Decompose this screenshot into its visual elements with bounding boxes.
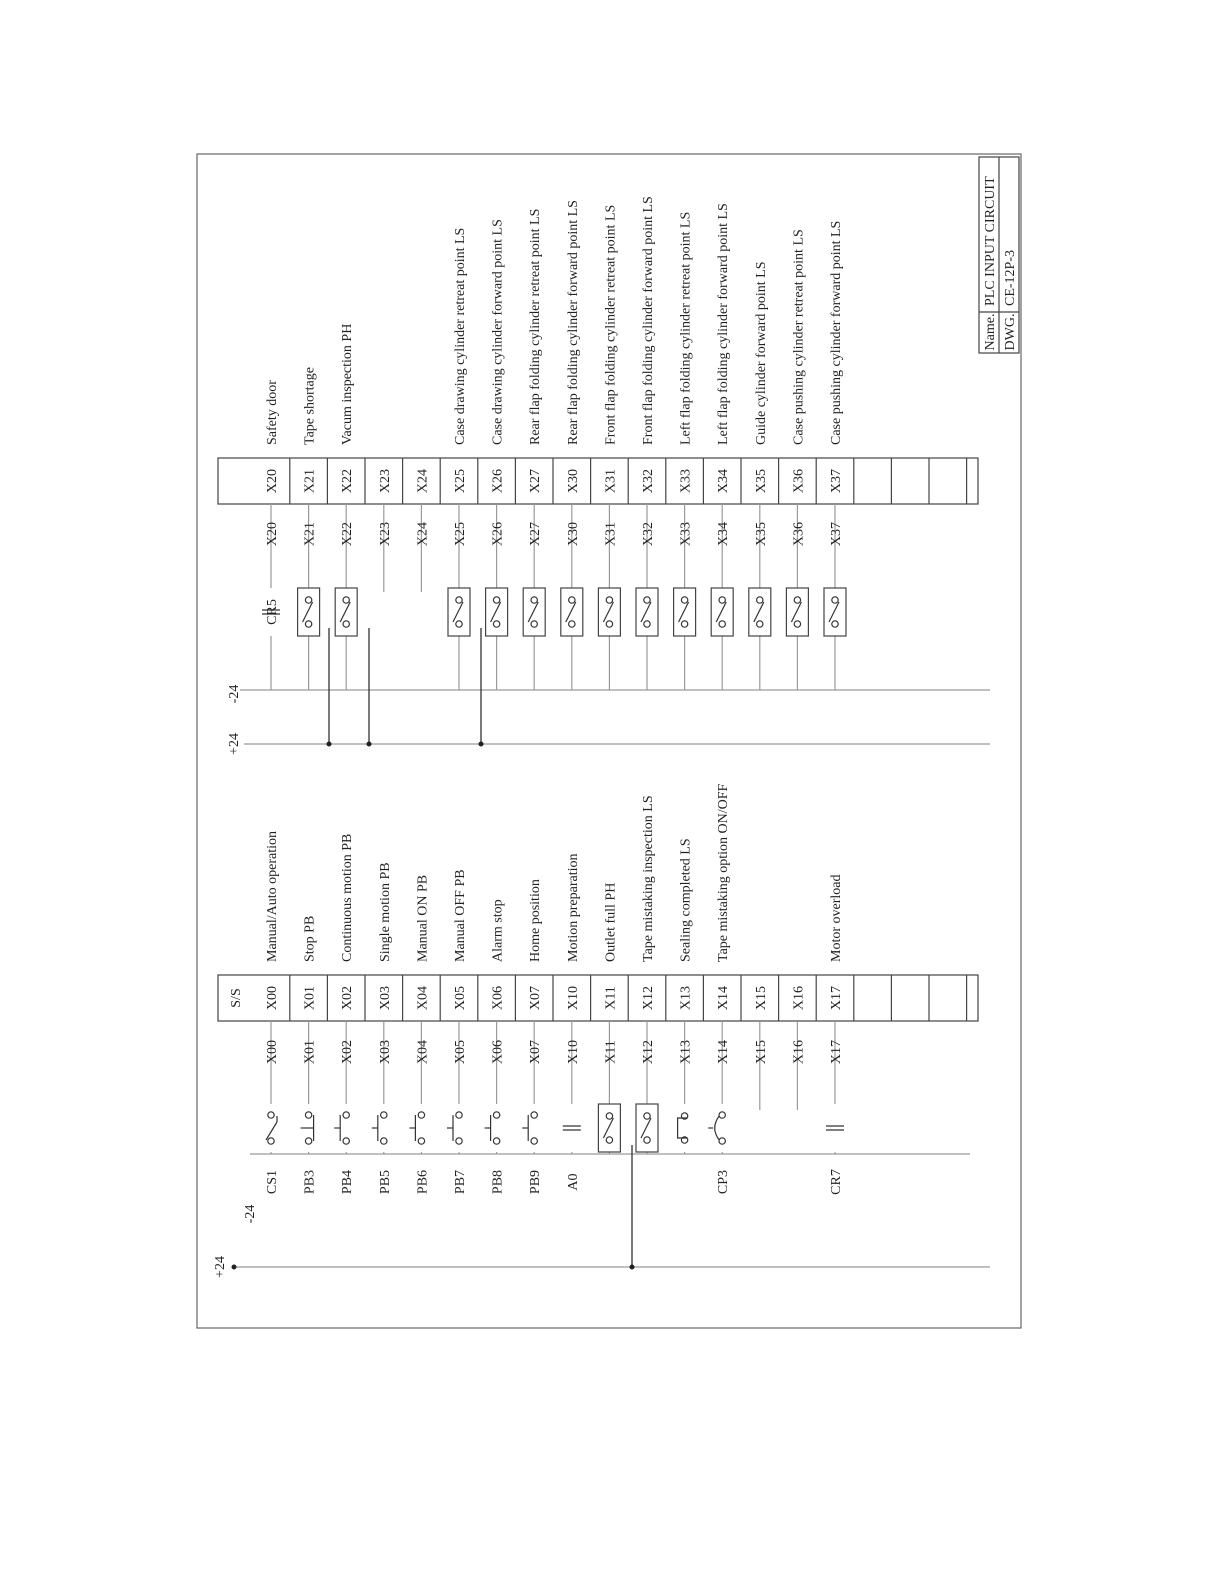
right-row-x20 — [262, 380, 290, 690]
left-device-x10-contact — [563, 1126, 581, 1130]
right-wire-label-x34: X34 — [716, 521, 732, 547]
left-device-label-x10: A0 — [565, 1173, 581, 1191]
left-input-rows — [263, 783, 967, 1269]
left-minus24-label: -24 — [243, 1204, 258, 1224]
left-device-x01-nc — [301, 1108, 317, 1148]
right-desc-x20: Safety door — [265, 380, 280, 445]
left-wire-label-x16: X16 — [791, 1039, 807, 1065]
right-device-x31-sensor — [598, 588, 620, 636]
left-row-x15 — [754, 975, 779, 1110]
left-row-x02 — [334, 834, 365, 1194]
title-block — [979, 157, 1019, 353]
left-terminal-x02: X02 — [340, 985, 356, 1011]
right-device-x33-sensor — [674, 588, 696, 636]
left-device-x13-limit — [677, 1108, 693, 1148]
left-wire-label-x01: X01 — [302, 1039, 318, 1065]
left-terminal-x04: X04 — [415, 985, 431, 1011]
left-desc-x17: Motor overload — [829, 874, 844, 962]
right-row-x32 — [636, 196, 666, 690]
left-device-x12-sensor — [636, 1104, 658, 1152]
right-row-x26 — [486, 219, 516, 690]
left-wire-label-x04: X04 — [415, 1039, 431, 1065]
right-wire-label-x33: X33 — [678, 521, 694, 547]
right-device-x26-sensor — [486, 588, 508, 636]
left-terminal-x16: X16 — [791, 985, 807, 1011]
right-device-x37-sensor — [824, 588, 846, 636]
right-row-x27 — [523, 209, 553, 690]
left-device-label-x02: PB4 — [340, 1169, 356, 1195]
right-wire-label-x24: X24 — [415, 521, 431, 547]
right-wire-label-x22: X22 — [340, 521, 356, 547]
right-terminal-x26: X26 — [490, 468, 506, 494]
left-wire-label-x15: X15 — [753, 1039, 769, 1065]
right-wire-label-x26: X26 — [490, 521, 506, 547]
right-device-x21-sensor — [298, 588, 320, 636]
left-desc-x07: Home position — [528, 879, 544, 962]
right-wire-label-x36: X36 — [791, 521, 807, 547]
right-desc-x27: Rear flap folding cylinder retreat point LS — [528, 208, 544, 445]
left-terminal-x06: X06 — [490, 985, 506, 1011]
left-terminal-x03: X03 — [377, 985, 393, 1011]
right-terminal-x35: X35 — [753, 468, 769, 494]
left-wire-label-x06: X06 — [490, 1039, 506, 1065]
right-terminal-x30: X30 — [565, 468, 581, 494]
left-device-x04-no — [409, 1108, 429, 1148]
left-desc-x00: Manual/Auto operation — [265, 830, 280, 962]
left-device-x03-no — [372, 1108, 392, 1148]
right-row-x36 — [786, 229, 816, 690]
left-device-label-x14: CP3 — [716, 1169, 732, 1195]
title-dwg-label: DWG. — [1003, 313, 1018, 351]
left-terminal-x12: X12 — [641, 985, 656, 1011]
left-wire-label-x03: X03 — [377, 1039, 393, 1065]
right-wire-label-x20: X20 — [265, 521, 280, 547]
right-terminal-x33: X33 — [678, 468, 694, 494]
right-terminal-x20: X20 — [265, 468, 280, 494]
right-terminal-x31: X31 — [603, 468, 619, 494]
right-wire-label-x25: X25 — [453, 521, 468, 547]
right-desc-x36: Case pushing cylinder retreat point LS — [791, 229, 807, 445]
right-terminal-x36: X36 — [791, 468, 807, 494]
left-desc-x05: Manual OFF PB — [453, 869, 468, 962]
left-wire-label-x07: X07 — [528, 1039, 544, 1065]
right-desc-x22: Vacum inspection PH — [340, 323, 356, 445]
right-wire-label-x32: X32 — [641, 521, 656, 547]
left-row-x13 — [677, 838, 704, 1154]
left-row-x10 — [563, 854, 591, 1191]
left-row-x16 — [791, 975, 816, 1110]
right-terminal-x27: X27 — [528, 468, 544, 494]
right-terminal-x23: X23 — [377, 468, 393, 494]
right-device-x27-sensor — [523, 588, 545, 636]
left-desc-x14: Tape mistaking option ON/OFF — [716, 783, 732, 962]
left-terminal-x17: X17 — [829, 985, 844, 1011]
left-wire-label-x02: X02 — [340, 1039, 356, 1065]
left-device-label-x03: PB5 — [377, 1169, 393, 1195]
right-device-x30-sensor — [561, 588, 583, 636]
right-desc-x32: Front flap folding cylinder forward point LS — [641, 196, 656, 445]
right-desc-x31: Front flap folding cylinder retreat point LS — [603, 204, 619, 445]
right-desc-x30: Rear flap folding cylinder forward point LS — [565, 200, 581, 445]
right-row-x31 — [598, 205, 628, 690]
left-device-label-x05: PB7 — [453, 1169, 468, 1195]
left-desc-x10: Motion preparation — [565, 853, 581, 962]
right-desc-x25: Case drawing cylinder retreat point LS — [453, 227, 468, 445]
left-desc-x11: Outlet full PH — [603, 882, 619, 962]
left-row-x06 — [485, 899, 516, 1194]
right-row-x24 — [415, 458, 440, 592]
left-desc-x02: Continuous motion PB — [340, 833, 356, 962]
right-terminal-x34: X34 — [716, 468, 732, 494]
left-device-label-x04: PB6 — [415, 1169, 431, 1195]
power-rails — [213, 685, 990, 1278]
right-minus24-label: -24 — [227, 684, 242, 704]
right-row-x25 — [448, 228, 478, 690]
title-dwg-value: CE-12P-3 — [1003, 250, 1018, 306]
left-desc-x04: Manual ON PB — [415, 874, 431, 962]
left-terminal-x10: X10 — [565, 985, 581, 1011]
right-wire-label-x30: X30 — [565, 521, 581, 547]
left-terminal-strip — [218, 975, 978, 1021]
left-wire-label-x10: X10 — [565, 1039, 581, 1065]
left-row-x07 — [522, 879, 553, 1194]
right-wire-label-x37: X37 — [829, 521, 844, 547]
right-wire-label-x31: X31 — [603, 521, 619, 547]
left-terminal-x15: X15 — [753, 985, 769, 1011]
right-wire-label-x21: X21 — [302, 521, 318, 547]
right-terminal-strip — [218, 458, 978, 504]
left-row-x00 — [263, 831, 290, 1194]
left-row-x11 — [598, 883, 628, 1154]
left-wire-label-x11: X11 — [603, 1040, 619, 1064]
left-wire-label-x00: X00 — [265, 1039, 280, 1065]
right-wire-label-x27: X27 — [528, 521, 544, 547]
left-terminal-x11: X11 — [603, 986, 619, 1010]
left-device-x11-sensor — [598, 1104, 620, 1152]
right-device-x34-sensor — [711, 588, 733, 636]
left-device-label-x06: PB8 — [490, 1169, 506, 1195]
right-row-x30 — [561, 200, 591, 690]
right-terminal-x24: X24 — [415, 468, 431, 494]
left-device-x07-no — [522, 1108, 542, 1148]
right-device-x22-sensor — [335, 588, 357, 636]
right-desc-x37: Case pushing cylinder forward point LS — [829, 220, 844, 445]
left-wire-label-x12: X12 — [641, 1039, 656, 1065]
left-device-x00-selector — [263, 1108, 279, 1148]
right-device-x36-sensor — [786, 588, 808, 636]
left-terminal-x00: X00 — [265, 985, 280, 1011]
right-input-rows — [262, 196, 967, 746]
left-device-label-x01: PB3 — [302, 1169, 318, 1195]
right-plus24-label: +24 — [227, 733, 242, 755]
left-device-x05-no — [447, 1108, 467, 1148]
left-plus24-label: +24 — [213, 1256, 228, 1278]
left-desc-x13: Sealing completed LS — [678, 838, 694, 962]
right-device-x32-sensor — [636, 588, 658, 636]
right-terminal-x32: X32 — [641, 468, 656, 494]
right-wire-label-x23: X23 — [377, 521, 393, 547]
right-desc-x34: Left flap folding cylinder forward point LS — [716, 203, 732, 445]
left-device-label-x17: CR7 — [829, 1169, 844, 1195]
left-row-x14 — [708, 783, 741, 1194]
right-row-x22 — [335, 324, 365, 690]
right-desc-x21: Tape shortage — [302, 367, 318, 445]
left-device-x17-contact — [826, 1126, 844, 1130]
left-terminal-x01: X01 — [302, 985, 318, 1011]
right-row-x23 — [378, 458, 403, 592]
right-row-x21 — [298, 367, 328, 690]
right-terminal-x22: X22 — [340, 468, 356, 494]
right-terminal-x37: X37 — [829, 468, 844, 494]
right-device-x35-sensor — [749, 588, 771, 636]
left-row-x17 — [826, 875, 854, 1195]
right-row-x35 — [749, 261, 779, 690]
left-desc-x06: Alarm stop — [490, 899, 506, 962]
right-row-x34 — [711, 203, 741, 690]
right-terminal-x25: X25 — [453, 468, 468, 494]
left-terminal-x07: X07 — [528, 985, 544, 1011]
right-row-x33 — [674, 212, 704, 690]
left-wire-label-x17: X17 — [829, 1039, 844, 1065]
left-row-x04 — [409, 875, 440, 1194]
title-name-label: Name. — [983, 313, 998, 351]
left-device-x06-no — [485, 1108, 505, 1148]
left-desc-x01: Stop PB — [302, 915, 318, 962]
left-device-label-x07: PB9 — [528, 1169, 544, 1195]
left-row-x05 — [447, 869, 478, 1194]
left-device-x14-toggle — [708, 1108, 730, 1148]
left-row-x03 — [372, 862, 403, 1194]
common-terminal-label: S/S — [229, 988, 244, 1008]
left-device-label-x00: CS1 — [265, 1169, 280, 1195]
left-terminal-x05: X05 — [453, 985, 468, 1011]
right-device-label-x20: CR5 — [265, 599, 280, 625]
right-desc-x33: Left flap folding cylinder retreat point LS — [678, 211, 694, 445]
right-device-x25-sensor — [448, 588, 470, 636]
right-row-x37 — [824, 221, 854, 690]
left-row-x01 — [301, 916, 328, 1194]
right-wire-label-x35: X35 — [753, 521, 769, 547]
title-name-value: PLC INPUT CIRCUIT — [983, 176, 998, 306]
right-terminal-x21: X21 — [302, 468, 318, 494]
left-wire-label-x13: X13 — [678, 1039, 694, 1065]
left-device-x02-no — [334, 1108, 354, 1148]
right-desc-x26: Case drawing cylinder forward point LS — [490, 219, 506, 445]
left-wire-label-x14: X14 — [716, 1039, 732, 1065]
right-desc-x35: Guide cylinder forward point LS — [753, 261, 769, 445]
left-wire-label-x05: X05 — [453, 1039, 468, 1065]
left-terminal-x13: X13 — [678, 985, 694, 1011]
left-terminal-x14: X14 — [716, 985, 732, 1011]
left-desc-x03: Single motion PB — [377, 862, 393, 962]
left-plus24-node — [232, 1265, 237, 1270]
left-desc-x12: Tape mistaking inspection LS — [641, 795, 656, 962]
